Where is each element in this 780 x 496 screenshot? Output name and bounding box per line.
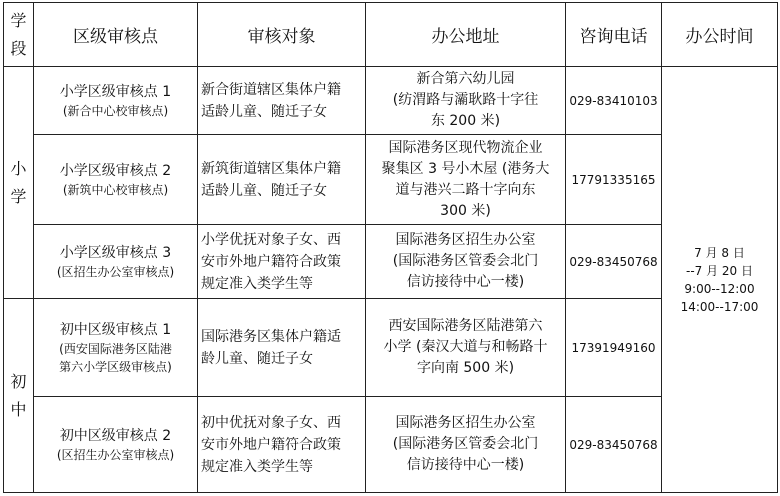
- header-phone: 咨询电话: [566, 3, 662, 67]
- header-address: 办公地址: [366, 3, 566, 67]
- stage-primary: 小 学: [4, 67, 34, 299]
- phone-cell: 029-83410103: [566, 67, 662, 135]
- table-row: [4, 67, 778, 135]
- audit-point-cell: 初中区级审核点 1 (西安国际港务区陆港 第六小学区级审核点): [34, 299, 198, 397]
- audit-target-cell: 新筑街道辖区集体户籍 适龄儿童、随迁子女: [198, 135, 366, 225]
- table-row: [4, 299, 778, 397]
- address-cell: 新合第六幼儿园 (纺渭路与灞耿路十字往 东 200 米): [366, 67, 566, 135]
- address-cell: 国际港务区招生办公室 (国际港务区管委会北门 信访接待中心一楼): [366, 397, 566, 493]
- audit-point-cell: 初中区级审核点 2 (区招生办公室审核点): [34, 397, 198, 493]
- header-stage: 学 段: [4, 3, 34, 67]
- header-hours: 办公时间: [662, 3, 778, 67]
- phone-cell: 029-83450768: [566, 225, 662, 299]
- audit-point-cell: 小学区级审核点 2 (新筑中心校审核点): [34, 135, 198, 225]
- table-row: [4, 225, 778, 299]
- address-cell: 国际港务区招生办公室 (国际港务区管委会北门 信访接待中心一楼): [366, 225, 566, 299]
- office-hours-cell: 7 月 8 日 --7 月 20 日 9:00--12:00 14:00--17:00: [662, 67, 778, 493]
- address-cell: 国际港务区现代物流企业 聚集区 3 号小木屋 (港务大 道与港兴二路十字向东 300 米): [366, 135, 566, 225]
- header-target: 审核对象: [198, 3, 366, 67]
- phone-cell: 17791335165: [566, 135, 662, 225]
- audit-target-cell: 小学优抚对象子女、西 安市外地户籍符合政策 规定准入类学生等: [198, 225, 366, 299]
- address-cell: 西安国际港务区陆港第六 小学 (秦汉大道与和畅路十 字向南 500 米): [366, 299, 566, 397]
- audit-target-cell: 国际港务区集体户籍适 龄儿童、随迁子女: [198, 299, 366, 397]
- audit-target-cell: 新合街道辖区集体户籍 适龄儿童、随迁子女: [198, 67, 366, 135]
- phone-cell: 17391949160: [566, 299, 662, 397]
- table-row: [4, 135, 778, 225]
- audit-point-cell: 小学区级审核点 3 (区招生办公室审核点): [34, 225, 198, 299]
- audit-point-cell: 小学区级审核点 1 (新合中心校审核点): [34, 67, 198, 135]
- header-point: 区级审核点: [34, 3, 198, 67]
- header-row: [4, 3, 778, 67]
- audit-points-table: [3, 2, 778, 493]
- stage-junior: 初 中: [4, 299, 34, 493]
- table-row: [4, 397, 778, 493]
- phone-cell: 029-83450768: [566, 397, 662, 493]
- audit-target-cell: 初中优抚对象子女、西 安市外地户籍符合政策 规定准入类学生等: [198, 397, 366, 493]
